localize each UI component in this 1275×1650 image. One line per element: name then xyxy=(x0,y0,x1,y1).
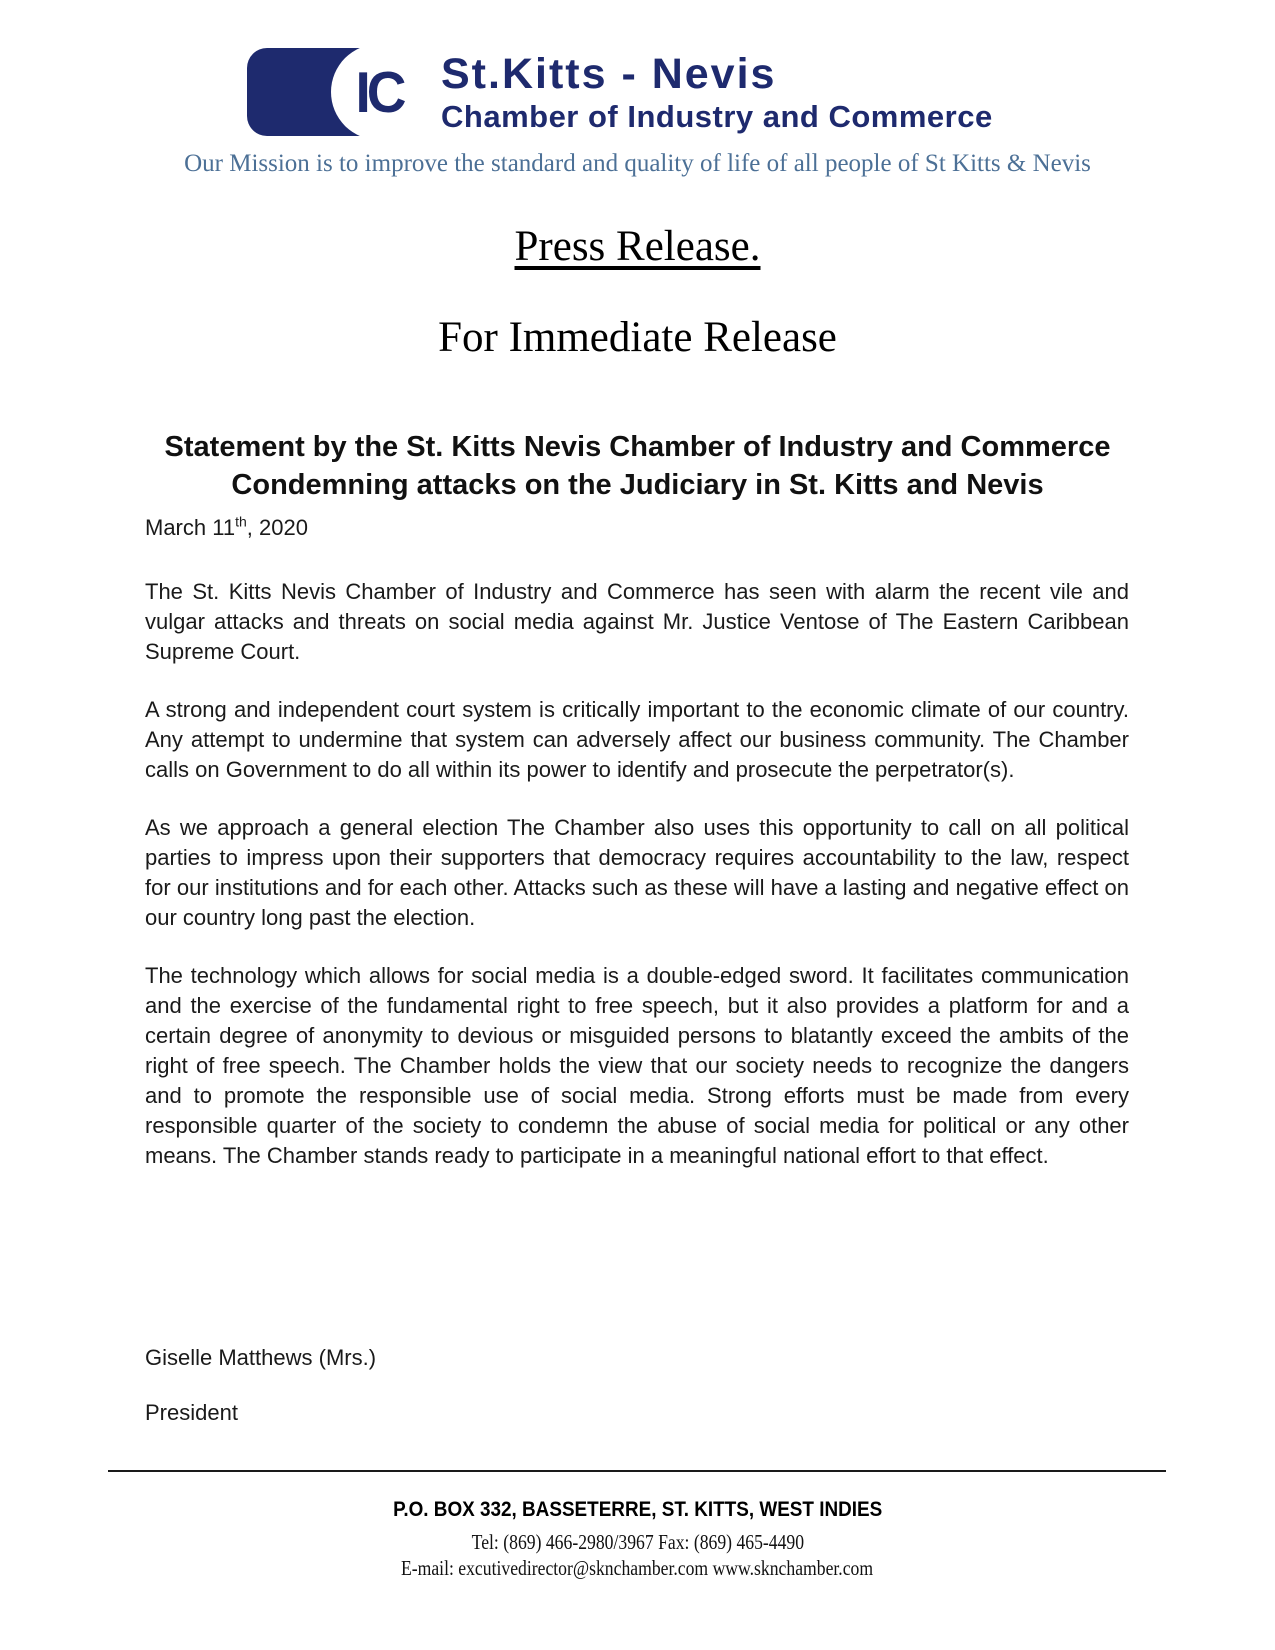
footer-address xyxy=(0,1498,1275,1522)
chamber-logo-mark xyxy=(247,48,403,136)
date-line xyxy=(145,515,1129,541)
date-prefix: March 11 xyxy=(145,515,236,540)
ic-monogram-icon: IC xyxy=(355,59,403,125)
footer-address-text: P.O. BOX 332, BASSETERRE, ST. KITTS, WEST INDIES xyxy=(392,1498,883,1521)
signature-name: Giselle Matthews (Mrs.) xyxy=(145,1345,377,1370)
footer-email-web xyxy=(0,1556,1275,1581)
chamber-logo xyxy=(247,48,993,136)
footer-divider xyxy=(108,1470,1166,1472)
org-name: St.Kitts - Nevis xyxy=(441,49,777,98)
date-suffix: , 2020 xyxy=(246,515,308,540)
paragraph-1: The St. Kitts Nevis Chamber of Industry and Commerce has seen with alarm the recent vile and vulgar attacks and threats on social media against Mr. Justice Ventose of The Eastern Caribbean Supreme Court. xyxy=(145,579,1129,664)
chamber-logo-circle xyxy=(331,44,427,140)
paragraph-3: As we approach a general election The Chamber also uses this opportunity to call on all political parties to impress upon their supporters that democracy requires accountability to the law, respect for our institutions and for each other. Attacks such as these will have a lasting and negative effect on our country long past the election. xyxy=(145,815,1129,930)
paragraph-2: A strong and independent court system is critically important to the economic climate of our country. Any attempt to undermine that system can adversely affect our business community. The Chamber calls on Government to do all within its power to identify and prosecute the perpetrator(s). xyxy=(145,697,1129,782)
press-release-title: Press Release. xyxy=(514,223,761,270)
statement-heading-line2: Condemning attacks on the Judiciary in St. Kitts and Nevis xyxy=(231,469,1044,501)
mission-statement: Our Mission is to improve the standard and quality of life of all people of St Kitts & Nevis xyxy=(184,150,1091,177)
statement-heading xyxy=(0,428,1275,504)
footer-tel-fax xyxy=(0,1530,1275,1555)
for-immediate-release-title: For Immediate Release xyxy=(438,314,837,361)
footer-email-web-text: E-mail: excutivedirector@sknchamber.com www.sknchamber.com xyxy=(401,1556,874,1580)
org-subname: Chamber of Industry and Commerce xyxy=(441,98,993,134)
document-body xyxy=(145,515,1129,1199)
statement-heading-line1: Statement by the St. Kitts Nevis Chamber of Industry and Commerce xyxy=(164,431,1111,463)
paragraph-4: The technology which allows for social media is a double-edged sword. It facilitates communication and the exercise of the fundamental right to free speech, but it also provides a platform for and a certain degree of anonymity to devious or misguided persons to blatantly exceed the ambits of the right of free speech. The Chamber holds the view that our society needs to recognize the dangers and to promote the responsible use of social media. Strong efforts must be made from every responsible quarter of the society to condemn the abuse of social media for political or any other means. The Chamber stands ready to participate in a meaningful national effort to that effect. xyxy=(145,963,1129,1168)
date-ordinal-suffix: th xyxy=(235,513,247,530)
footer-tel-fax-text: Tel: (869) 466-2980/3967 Fax: (869) 465-4490 xyxy=(471,1530,804,1554)
chamber-logo-text xyxy=(441,49,993,134)
signature-title: President xyxy=(145,1400,238,1425)
